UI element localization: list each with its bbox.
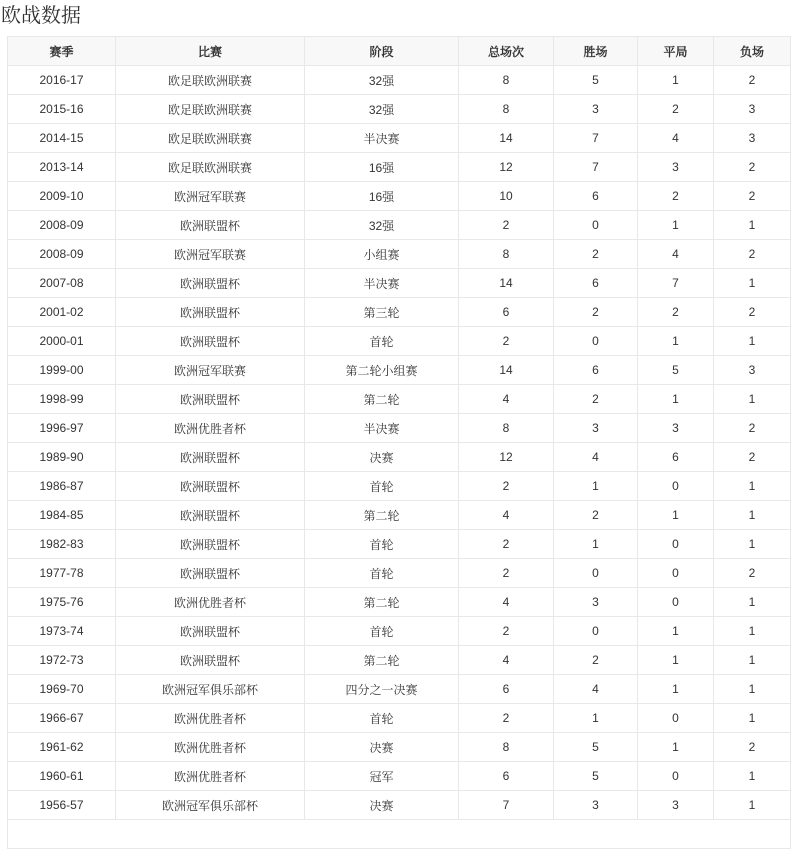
table-row [8, 762, 791, 791]
cell-wins: 6 [554, 182, 638, 211]
cell-wins: 1 [554, 704, 638, 733]
table-footer-row [8, 820, 791, 849]
table-header [8, 37, 791, 66]
cell-stage: 首轮 [305, 559, 459, 588]
cell-competition: 欧洲联盟杯 [116, 530, 305, 559]
cell-total-matches: 7 [459, 791, 554, 820]
table-row [8, 559, 791, 588]
cell-stage: 32强 [305, 211, 459, 240]
cell-season: 1960-61 [8, 762, 116, 791]
table-row [8, 704, 791, 733]
cell-stage: 第二轮小组赛 [305, 356, 459, 385]
cell-competition: 欧洲联盟杯 [116, 269, 305, 298]
cell-season: 1998-99 [8, 385, 116, 414]
cell-competition: 欧足联欧洲联赛 [116, 95, 305, 124]
cell-season: 2016-17 [8, 66, 116, 95]
table-row [8, 646, 791, 675]
column-header-total-matches: 总场次 [459, 37, 554, 66]
cell-stage: 16强 [305, 153, 459, 182]
cell-draws: 3 [638, 791, 714, 820]
cell-competition: 欧洲优胜者杯 [116, 588, 305, 617]
cell-wins: 1 [554, 530, 638, 559]
cell-stage: 决赛 [305, 791, 459, 820]
cell-total-matches: 4 [459, 501, 554, 530]
cell-losses: 1 [714, 617, 791, 646]
cell-draws: 2 [638, 95, 714, 124]
table-row [8, 588, 791, 617]
cell-draws: 1 [638, 66, 714, 95]
cell-draws: 3 [638, 414, 714, 443]
cell-competition: 欧洲优胜者杯 [116, 762, 305, 791]
table-row [8, 95, 791, 124]
cell-wins: 7 [554, 153, 638, 182]
cell-season: 1977-78 [8, 559, 116, 588]
cell-competition: 欧洲冠军联赛 [116, 356, 305, 385]
cell-competition: 欧洲冠军俱乐部杯 [116, 791, 305, 820]
cell-season: 1973-74 [8, 617, 116, 646]
cell-total-matches: 2 [459, 704, 554, 733]
column-header-competition: 比赛 [116, 37, 305, 66]
euro-competition-stats-table [7, 36, 791, 849]
cell-total-matches: 4 [459, 385, 554, 414]
cell-stage: 冠军 [305, 762, 459, 791]
cell-stage: 第三轮 [305, 298, 459, 327]
cell-wins: 2 [554, 646, 638, 675]
cell-competition: 欧洲联盟杯 [116, 443, 305, 472]
cell-competition: 欧洲联盟杯 [116, 385, 305, 414]
cell-total-matches: 8 [459, 733, 554, 762]
cell-stage: 第二轮 [305, 646, 459, 675]
cell-season: 1982-83 [8, 530, 116, 559]
cell-competition: 欧洲冠军俱乐部杯 [116, 675, 305, 704]
column-header-losses: 负场 [714, 37, 791, 66]
column-header-wins: 胜场 [554, 37, 638, 66]
table-row [8, 240, 791, 269]
cell-total-matches: 14 [459, 356, 554, 385]
cell-wins: 2 [554, 298, 638, 327]
cell-total-matches: 2 [459, 211, 554, 240]
cell-draws: 3 [638, 153, 714, 182]
cell-draws: 1 [638, 675, 714, 704]
page-title: 欧战数据 [1, 5, 81, 27]
cell-total-matches: 14 [459, 269, 554, 298]
cell-wins: 1 [554, 472, 638, 501]
cell-losses: 1 [714, 762, 791, 791]
cell-draws: 0 [638, 588, 714, 617]
table-row [8, 501, 791, 530]
cell-draws: 4 [638, 240, 714, 269]
table-row [8, 182, 791, 211]
cell-season: 2015-16 [8, 95, 116, 124]
cell-wins: 6 [554, 269, 638, 298]
cell-season: 1996-97 [8, 414, 116, 443]
cell-wins: 3 [554, 791, 638, 820]
cell-losses: 1 [714, 269, 791, 298]
cell-stage: 决赛 [305, 733, 459, 762]
table-row [8, 733, 791, 762]
cell-total-matches: 8 [459, 66, 554, 95]
cell-total-matches: 6 [459, 675, 554, 704]
cell-total-matches: 14 [459, 124, 554, 153]
cell-competition: 欧足联欧洲联赛 [116, 124, 305, 153]
table-body [8, 66, 791, 849]
cell-competition: 欧洲联盟杯 [116, 501, 305, 530]
cell-losses: 1 [714, 646, 791, 675]
cell-competition: 欧洲优胜者杯 [116, 733, 305, 762]
cell-draws: 1 [638, 733, 714, 762]
cell-stage: 首轮 [305, 327, 459, 356]
cell-total-matches: 2 [459, 472, 554, 501]
table-row [8, 791, 791, 820]
cell-stage: 小组赛 [305, 240, 459, 269]
cell-total-matches: 2 [459, 327, 554, 356]
cell-draws: 7 [638, 269, 714, 298]
cell-total-matches: 2 [459, 530, 554, 559]
cell-stage: 首轮 [305, 617, 459, 646]
table-row [8, 298, 791, 327]
table-row [8, 472, 791, 501]
cell-competition: 欧洲联盟杯 [116, 211, 305, 240]
cell-stage: 半决赛 [305, 414, 459, 443]
cell-competition: 欧洲联盟杯 [116, 327, 305, 356]
cell-losses: 3 [714, 95, 791, 124]
cell-competition: 欧洲联盟杯 [116, 298, 305, 327]
cell-season: 1972-73 [8, 646, 116, 675]
cell-season: 2008-09 [8, 240, 116, 269]
cell-draws: 1 [638, 211, 714, 240]
cell-competition: 欧洲冠军联赛 [116, 240, 305, 269]
cell-season: 1989-90 [8, 443, 116, 472]
cell-total-matches: 8 [459, 95, 554, 124]
cell-total-matches: 6 [459, 762, 554, 791]
cell-stage: 首轮 [305, 472, 459, 501]
cell-season: 1986-87 [8, 472, 116, 501]
cell-draws: 1 [638, 501, 714, 530]
cell-total-matches: 4 [459, 588, 554, 617]
cell-draws: 4 [638, 124, 714, 153]
cell-draws: 0 [638, 762, 714, 791]
cell-losses: 1 [714, 530, 791, 559]
cell-losses: 2 [714, 559, 791, 588]
cell-competition: 欧洲联盟杯 [116, 472, 305, 501]
header-row [8, 37, 791, 66]
table-row [8, 124, 791, 153]
cell-wins: 6 [554, 356, 638, 385]
cell-losses: 3 [714, 124, 791, 153]
table-row [8, 530, 791, 559]
cell-wins: 2 [554, 501, 638, 530]
cell-season: 2000-01 [8, 327, 116, 356]
cell-losses: 1 [714, 385, 791, 414]
table-row [8, 385, 791, 414]
cell-season: 1984-85 [8, 501, 116, 530]
cell-wins: 5 [554, 733, 638, 762]
cell-losses: 2 [714, 182, 791, 211]
cell-season: 1975-76 [8, 588, 116, 617]
cell-wins: 4 [554, 443, 638, 472]
cell-season: 2008-09 [8, 211, 116, 240]
cell-draws: 0 [638, 530, 714, 559]
cell-draws: 1 [638, 617, 714, 646]
cell-losses: 1 [714, 327, 791, 356]
table-row [8, 327, 791, 356]
cell-competition: 欧洲联盟杯 [116, 559, 305, 588]
cell-wins: 3 [554, 95, 638, 124]
column-header-season: 赛季 [8, 37, 116, 66]
cell-losses: 3 [714, 356, 791, 385]
cell-total-matches: 2 [459, 559, 554, 588]
table-row [8, 356, 791, 385]
cell-losses: 1 [714, 588, 791, 617]
cell-season: 2014-15 [8, 124, 116, 153]
cell-wins: 0 [554, 211, 638, 240]
cell-draws: 5 [638, 356, 714, 385]
cell-season: 1969-70 [8, 675, 116, 704]
cell-stage: 第二轮 [305, 385, 459, 414]
cell-stage: 半决赛 [305, 269, 459, 298]
cell-total-matches: 8 [459, 240, 554, 269]
cell-stage: 首轮 [305, 704, 459, 733]
cell-wins: 3 [554, 414, 638, 443]
cell-total-matches: 8 [459, 414, 554, 443]
table-row [8, 153, 791, 182]
cell-total-matches: 12 [459, 153, 554, 182]
cell-competition: 欧洲优胜者杯 [116, 704, 305, 733]
cell-wins: 5 [554, 762, 638, 791]
cell-stage: 第二轮 [305, 501, 459, 530]
cell-wins: 7 [554, 124, 638, 153]
cell-wins: 5 [554, 66, 638, 95]
cell-losses: 1 [714, 791, 791, 820]
cell-draws: 2 [638, 298, 714, 327]
table-row [8, 617, 791, 646]
cell-draws: 2 [638, 182, 714, 211]
cell-total-matches: 6 [459, 298, 554, 327]
cell-losses: 1 [714, 472, 791, 501]
cell-draws: 0 [638, 559, 714, 588]
cell-competition: 欧洲冠军联赛 [116, 182, 305, 211]
table-row [8, 211, 791, 240]
cell-season: 1966-67 [8, 704, 116, 733]
cell-competition: 欧洲联盟杯 [116, 617, 305, 646]
cell-competition: 欧足联欧洲联赛 [116, 153, 305, 182]
cell-wins: 2 [554, 240, 638, 269]
cell-losses: 2 [714, 443, 791, 472]
cell-wins: 4 [554, 675, 638, 704]
cell-draws: 1 [638, 385, 714, 414]
cell-draws: 0 [638, 472, 714, 501]
cell-competition: 欧洲联盟杯 [116, 646, 305, 675]
cell-season: 1999-00 [8, 356, 116, 385]
cell-wins: 0 [554, 617, 638, 646]
cell-losses: 1 [714, 675, 791, 704]
cell-draws: 1 [638, 327, 714, 356]
table-row [8, 414, 791, 443]
cell-total-matches: 2 [459, 617, 554, 646]
cell-losses: 1 [714, 211, 791, 240]
cell-stage: 16强 [305, 182, 459, 211]
cell-losses: 2 [714, 298, 791, 327]
cell-competition: 欧洲优胜者杯 [116, 414, 305, 443]
table-row [8, 443, 791, 472]
cell-wins: 2 [554, 385, 638, 414]
cell-losses: 2 [714, 153, 791, 182]
cell-season: 2009-10 [8, 182, 116, 211]
cell-losses: 1 [714, 501, 791, 530]
table-row [8, 675, 791, 704]
cell-wins: 0 [554, 327, 638, 356]
cell-competition: 欧足联欧洲联赛 [116, 66, 305, 95]
cell-stage: 32强 [305, 66, 459, 95]
cell-total-matches: 4 [459, 646, 554, 675]
cell-wins: 3 [554, 588, 638, 617]
cell-losses: 2 [714, 240, 791, 269]
cell-losses: 2 [714, 733, 791, 762]
cell-season: 2013-14 [8, 153, 116, 182]
cell-total-matches: 12 [459, 443, 554, 472]
cell-losses: 2 [714, 414, 791, 443]
cell-draws: 0 [638, 704, 714, 733]
cell-draws: 6 [638, 443, 714, 472]
column-header-draws: 平局 [638, 37, 714, 66]
cell-stage: 32强 [305, 95, 459, 124]
empty-footer-cell [8, 820, 791, 849]
cell-stage: 半决赛 [305, 124, 459, 153]
cell-stage: 第二轮 [305, 588, 459, 617]
table-row [8, 66, 791, 95]
cell-draws: 1 [638, 646, 714, 675]
column-header-stage: 阶段 [305, 37, 459, 66]
cell-season: 1956-57 [8, 791, 116, 820]
cell-losses: 2 [714, 66, 791, 95]
cell-stage: 决赛 [305, 443, 459, 472]
cell-total-matches: 10 [459, 182, 554, 211]
cell-wins: 0 [554, 559, 638, 588]
cell-season: 1961-62 [8, 733, 116, 762]
cell-season: 2007-08 [8, 269, 116, 298]
table-row [8, 269, 791, 298]
cell-stage: 首轮 [305, 530, 459, 559]
cell-season: 2001-02 [8, 298, 116, 327]
cell-losses: 1 [714, 704, 791, 733]
cell-stage: 四分之一决赛 [305, 675, 459, 704]
